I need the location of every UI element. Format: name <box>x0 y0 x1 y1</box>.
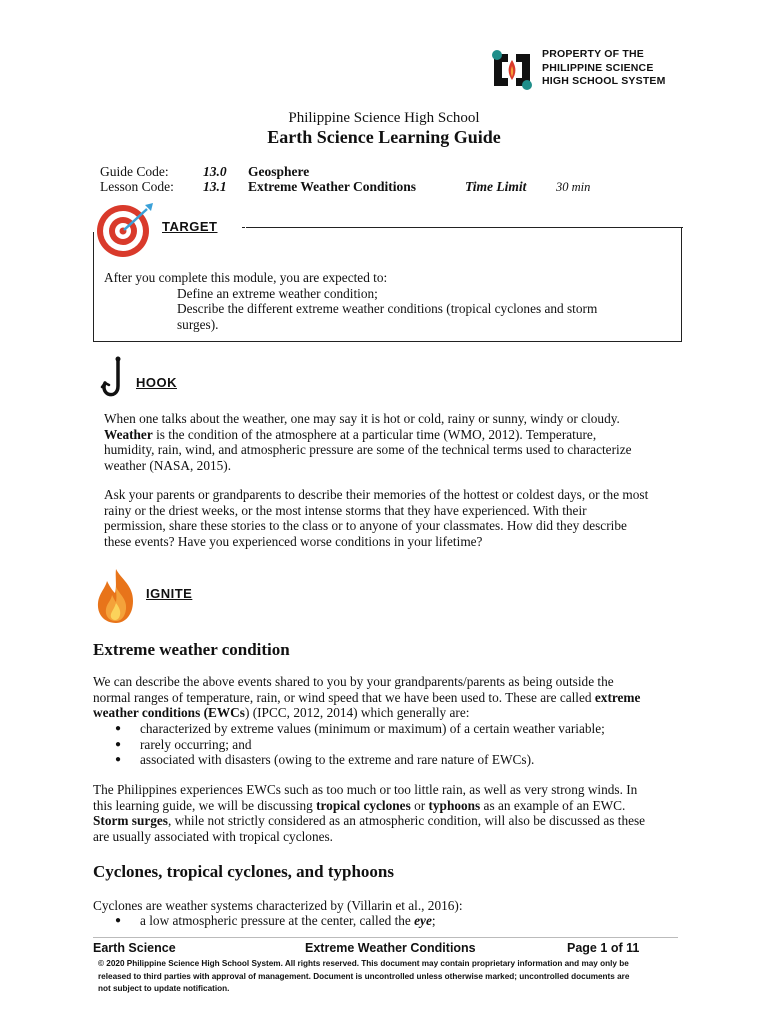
ignite-paragraph-3: Cyclones are weather systems characterized by (Villarin et al., 2016): <box>93 898 463 913</box>
copyright-line: released to third parties with approval of management. Document is uncontrolled unless otherwise marked; uncontrolled documents are <box>98 971 630 981</box>
list-item: ● a low atmospheric pressure at the center, called the eye; <box>115 913 675 929</box>
pshs-emblem-icon <box>488 46 536 94</box>
hook-p1-line: humidity, rain, wind, and atmospheric pressure are some of the technical terms used to characterize <box>104 442 632 457</box>
hook-p1-line: Weather is the condition of the atmosphere at a particular time (WMO, 2012). Temperature, <box>104 426 597 442</box>
target-heading: TARGET <box>162 219 218 234</box>
ewc-characteristics-list <box>115 721 675 768</box>
ignite-p1-line: normal ranges of temperature, rain, or wind speed that we have been used to. These are called extreme <box>93 689 641 705</box>
hook-p2-line: Ask your parents or grandparents to describe their memories of the hottest or coldest days, or the most <box>104 487 649 502</box>
tropical-cyclones-term: tropical cyclones <box>316 797 411 813</box>
ignite-p2-line: this learning guide, we will be discussing tropical cyclones or typhoons as an example of an EWC. <box>93 797 626 813</box>
hook-p1-line: weather (NASA, 2015). <box>104 457 232 473</box>
time-limit: 30 min <box>556 180 591 194</box>
ignite-p1-line: weather conditions (EWCs) (IPCC, 2012, 2014) which generally are: <box>93 705 470 720</box>
ignite-paragraph-2 <box>93 782 675 844</box>
target-item-2-cont: surges). <box>177 317 219 332</box>
guide-topic: Geosphere <box>248 164 310 179</box>
list-item: ● characterized by extreme values (minimum or maximum) of a certain weather variable; <box>115 721 675 737</box>
pshs-logo <box>488 44 678 94</box>
copyright-line: © 2020 Philippine Science High School System. All rights reserved. This document may contain proprietary information and may only be <box>98 959 629 968</box>
logo-text <box>542 48 666 89</box>
school-name: Philippine Science High School <box>288 110 480 126</box>
hook-p2-line: rainy or the driest weeks, or the most intense storms that they have experienced. With their <box>104 502 587 518</box>
hook-paragraph-2 <box>104 487 675 549</box>
logo-line-2: PHILIPPINE SCIENCE <box>542 61 654 74</box>
footer-page-number: Page 1 of 11 <box>567 941 640 955</box>
list-item: ● associated with disasters (owing to the extreme and rare nature of EWCs). <box>115 752 675 768</box>
weather-term: Weather <box>104 426 153 442</box>
lesson-code-label: Lesson Code: <box>100 179 174 194</box>
hook-p2-line: these events? Have you experienced worse conditions in your lifetime? <box>104 533 483 549</box>
eye-term: eye <box>414 913 432 928</box>
guide-code-label: Guide Code: <box>100 164 169 179</box>
target-item-2: Describe the different extreme weather conditions (tropical cyclones and storm <box>177 301 598 316</box>
logo-line-1: PROPERTY OF THE <box>542 48 644 60</box>
ewc-term-cont: weather conditions (EWCs <box>93 705 245 720</box>
ignite-p2-line: are usually associated with tropical cyclones. <box>93 828 333 844</box>
hook-p1-line: When one talks about the weather, one may say it is hot or cold, rainy or sunny, windy or cloudy. <box>104 411 620 426</box>
fire-icon <box>93 567 139 625</box>
ewc-term: extreme <box>594 689 641 705</box>
lesson-code: 13.1 <box>203 179 227 194</box>
target-item-1: Define an extreme weather condition; <box>177 286 378 301</box>
target-intro: After you complete this module, you are expected to: <box>104 270 388 285</box>
hook-icon <box>100 356 130 398</box>
logo-line-3: HIGH SCHOOL SYSTEM <box>542 75 666 87</box>
footer-divider <box>93 937 678 938</box>
typhoons-term: typhoons <box>428 797 481 813</box>
target-icon <box>95 201 155 259</box>
guide-code: 13.0 <box>203 164 227 179</box>
ignite-heading: IGNITE <box>146 586 193 601</box>
hook-heading: HOOK <box>136 375 177 390</box>
ignite-p2-line: The Philippines experiences EWCs such as too much or too little rain, as well as very strong winds. In <box>93 782 638 797</box>
cyclone-characteristics-list <box>115 913 675 929</box>
ignite-paragraph-1 <box>93 674 675 721</box>
lesson-topic: Extreme Weather Conditions <box>248 179 416 194</box>
ignite-p1-line: We can describe the above events shared to you by your grandparents/parents as being outside the <box>93 674 614 689</box>
ignite-p2-line: Storm surges, while not strictly considered as an atmospheric condition, will also be discussed as these <box>93 813 646 828</box>
section-heading-ewc: Extreme weather condition <box>93 640 290 659</box>
copyright-notice <box>98 958 678 996</box>
hook-p2-line: permission, share these stories to the class or to anyone of your classmates. How did they describe <box>104 518 627 533</box>
list-item: ● rarely occurring; and <box>115 737 675 753</box>
storm-surges-term: Storm surges <box>93 813 168 828</box>
footer-subject: Earth Science <box>93 941 176 955</box>
hook-paragraph-1 <box>104 411 675 473</box>
copyright-line: not subject to update notification. <box>98 984 230 994</box>
page-title: Earth Science Learning Guide <box>267 127 501 147</box>
time-limit-label: Time Limit <box>465 179 527 194</box>
footer-lesson: Extreme Weather Conditions <box>305 941 476 955</box>
section-heading-cyclones: Cyclones, tropical cyclones, and typhoons <box>93 862 394 881</box>
